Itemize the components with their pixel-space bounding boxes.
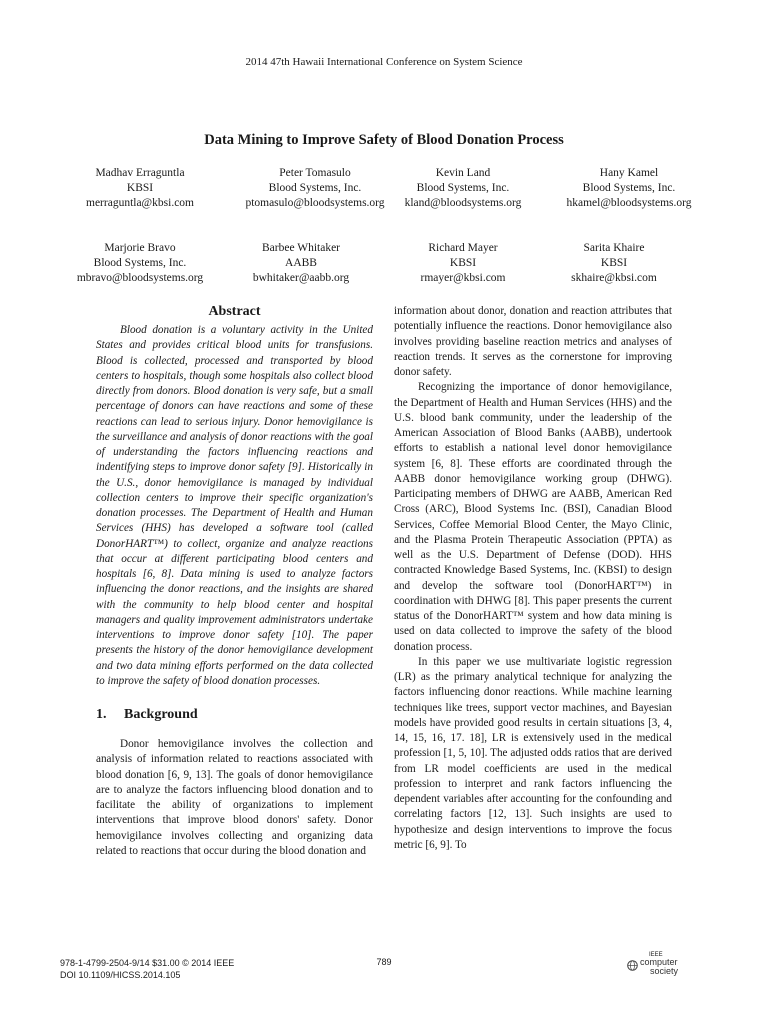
- author-affiliation: Blood Systems, Inc.: [416, 182, 510, 194]
- author-affiliation: Blood Systems, Inc.: [268, 182, 362, 194]
- logo-wordmark: [640, 958, 678, 976]
- author-email[interactable]: hkamel@bloodsystems.org: [566, 197, 692, 209]
- author-block: [211, 241, 391, 286]
- author-affiliation: Blood Systems, Inc.: [582, 182, 676, 194]
- author-affiliation: KBSI: [449, 257, 477, 269]
- author-name: Kevin Land: [435, 167, 491, 179]
- continuation-paragraph: information about donor, donation and reaction attributes that potentially influence the reactions. Donor hemovigilance also involves providing baseline reaction metrics and analyses of reaction trends. It serves as the cornerstone for improving donor safety.: [394, 305, 672, 378]
- author-email[interactable]: kland@bloodsystems.org: [404, 197, 522, 209]
- author-affiliation: KBSI: [600, 257, 628, 269]
- footer-doi: DOI 10.1109/HICSS.2014.105: [60, 970, 181, 980]
- abstract-heading: Abstract: [208, 304, 261, 319]
- methods-paragraph: In this paper we use multivariate logistic regression (LR) as the primary analytical technique for analyzing the factors influencing donor reactions. While machine learning techniques like trees, support vector machines, and Bayesian models have provided good results in certain situations [3, 4, 14, 15, 16, 17. 18], LR is extensively used in the medical profession [1, 5, 10]. The adjusted odds ratios that are derived from LR model coefficients are used in the medical profession to interpret and rank factors influencing the dependent variables after accounting for the confounding and correlating factors [12, 13]. Such insights are used to hypothesize and design interventions to improve the focus metric [6, 9]. To: [394, 655, 672, 851]
- author-name: Peter Tomasulo: [279, 167, 351, 179]
- section-title: Background: [124, 707, 198, 722]
- author-email[interactable]: mbravo@bloodsystems.org: [76, 272, 204, 284]
- paper-title: Data Mining to Improve Safety of Blood Donation Process: [204, 132, 564, 148]
- conference-header: 2014 47th Hawaii International Conference on System Science: [245, 56, 523, 68]
- footer-isbn: 978-1-4799-2504-9/14 $31.00 © 2014 IEEE: [60, 958, 235, 968]
- author-name: Madhav Erraguntla: [95, 167, 185, 179]
- logo-line-1: computer: [640, 957, 678, 967]
- author-affiliation: AABB: [285, 257, 317, 269]
- author-name: Sarita Khaire: [583, 242, 645, 254]
- author-name: Barbee Whitaker: [261, 242, 340, 254]
- section-number: 1.: [96, 707, 107, 722]
- author-name: Hany Kamel: [599, 167, 659, 179]
- author-name: Richard Mayer: [428, 242, 498, 254]
- computer-society-logo: [625, 952, 695, 980]
- author-email[interactable]: skhaire@kbsi.com: [571, 272, 657, 284]
- background-paragraph: Donor hemovigilance involves the collection and analysis of information related to reactions associated with blood donation [6, 9, 13]. The goals of donor hemovigilance are to analyze the factors influencing blood donation and to facilitate the ability of organizations to implement interventions that improve blood donors' safety. Donor hemovigilance involves collecting and organizing data related to reactions that occur during the blood donation and: [96, 738, 373, 857]
- hemovigilance-paragraph: Recognizing the importance of donor hemovigilance, the Department of Health and Human Services (HHS) and the U.S. blood bank community, under the leadership of the American Association of Blood Banks (AABB), undertook efforts to establish a national level donor hemovigilance system [6, 8]. These efforts are coordinated through the AABB donor hemovigilance working group (DHWG). Participating members of DHWG are AABB, American Red Cross (ARC), Blood Systems Inc. (BSI), Canadian Blood Services, Coffee Memorial Blood Center, the Mayo Clinic, and the Plasma Protein Therapeutic Association (PPTA) as well as the U.S. Department of Defense (DOD). HHS contracted Knowledge Based Systems, Inc. (KBSI) to design and develop the software tool (DonorHART™) in coordination with DHWG [8]. This paper presents the current status of the DonorHART™ system and how data mining is used on data collected to improve the safety of the blood donation process.: [394, 381, 672, 653]
- author-block: [539, 166, 719, 211]
- abstract-text: Blood donation is a voluntary activity in the United States and provides critical blood units for transfusions. Blood is collected, processed and transported by blood centers to hospitals, though some hospitals also collect blood directly from donors. Blood donation is very safe, but a small percentage of donors can have reactions and some of these reactions can lead to serious injury. Donor hemovigilance is the surveillance and analysis of donor reactions with the goal of understanding the factors influencing reactions and indentifying steps to improve donor safety [9]. Historically in the U.S., donor hemovigilance is managed by individual collection centers to improve their specific organization's donation processes. The Department of Health and Human Services (HHS) has developed a software tool (called DonorHART™) to collect, organize and analyze reactions that occur at different participating blood centers and hospitals [6, 8]. Data mining is used to analyze factors influencing the donor reactions, and the insights are shared with the community to help blood center and hospital managers and quality improvement administrators undertake interventions to improve donor safety [10]. The paper presents the history of the donor hemovigilance development and two data mining efforts performed on the data collected to improve the safety of blood donation processes.: [96, 324, 373, 687]
- logo-line-2: society: [650, 966, 679, 976]
- author-affiliation: KBSI: [126, 182, 154, 194]
- logo-ieee-text: IEEE: [649, 952, 663, 958]
- globe-icon: [627, 960, 638, 971]
- page-number: 789: [376, 957, 392, 967]
- author-name: Marjorie Bravo: [104, 242, 176, 254]
- author-block: [50, 166, 230, 211]
- author-block: [373, 166, 553, 211]
- author-email[interactable]: rmayer@kbsi.com: [420, 272, 506, 284]
- left-column: [96, 304, 373, 859]
- section-heading: [96, 707, 373, 723]
- author-email[interactable]: merraguntla@kbsi.com: [86, 197, 194, 209]
- right-column: [394, 304, 672, 853]
- author-email[interactable]: bwhitaker@aabb.org: [252, 272, 350, 284]
- author-email[interactable]: ptomasulo@bloodsystems.org: [245, 197, 385, 209]
- author-block: [50, 241, 230, 286]
- author-affiliation: Blood Systems, Inc.: [93, 257, 187, 269]
- author-block: [524, 241, 704, 286]
